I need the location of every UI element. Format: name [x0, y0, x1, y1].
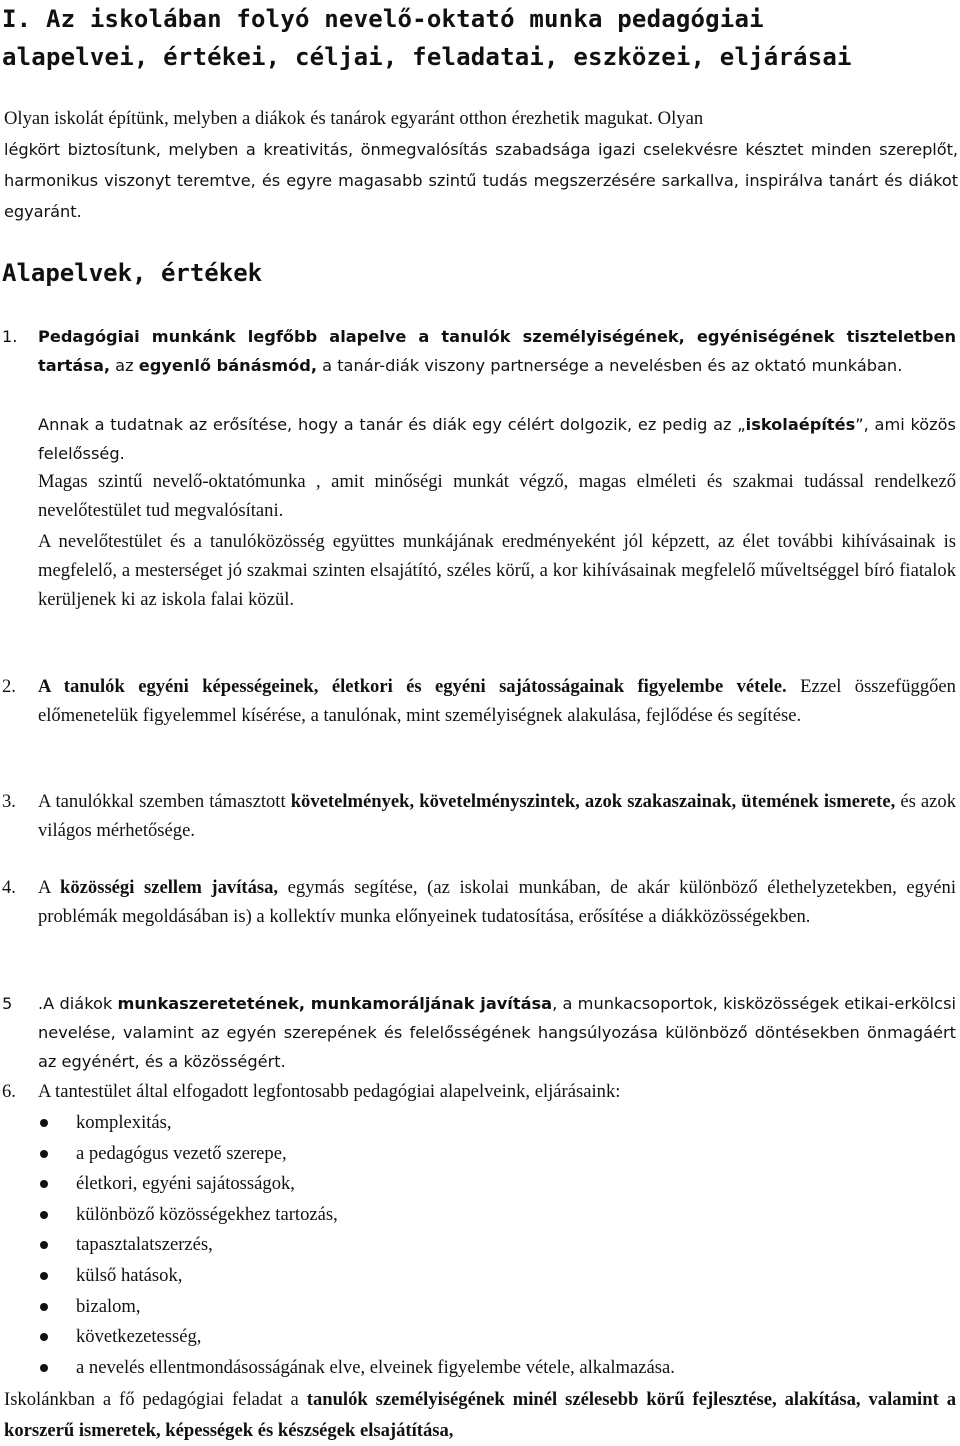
list-item-text: bizalom, — [76, 1295, 141, 1317]
item-5-rest: , a munkacsoportok, kisközösségek etikai-erkölcsi nevelése, valamint az egyén szerepének és felelősségének hangsúlyozása különböző döntésekben önmagáért az egyénért, és a közösségért. — [38, 994, 957, 1071]
item-1-paragraph-4: A nevelőtestület és a tanulóközösség együttes munkájának eredményeként jól képzett, az élet további kihívásainak is megfelelő, a mesterséget jó szakmai szinten elsajátító, széles körű, a kor kihívásainak megfelelő műveltséggel bíró fiatalok kerüljenek ki az iskola falai közül. — [38, 531, 956, 610]
item-1-bold-equal-treatment: egyenlő bánásmód, — [138, 356, 317, 375]
item-2-number: 2. — [2, 676, 16, 697]
bullet-icon — [40, 1364, 48, 1372]
item-5-start: .A diákok — [38, 994, 118, 1013]
item-2-rest: Ezzel összefüggően előmenetelük figyelemmel kísérése, a tanulónak, mint személyiségnek alakulása, fejlődése és segítése. — [38, 676, 956, 726]
item-5-number: 5 — [2, 994, 13, 1013]
list-item-text: külső hatások, — [76, 1264, 183, 1286]
bullet-icon — [40, 1272, 48, 1280]
list-item-text: a nevelés ellentmondásosságának elve, elveinek figyelembe vétele, alkalmazása. — [76, 1356, 675, 1378]
list-item — [38, 1139, 675, 1170]
item-4-number: 4. — [2, 877, 16, 898]
item-1-bold-principle: Pedagógiai munkánk legfőbb alapelve a tanulók személyiségének, egyéniségének tiszteletben tartása, — [38, 327, 956, 375]
list-item-text: a pedagógus vezető szerepe, — [76, 1142, 287, 1164]
list-item-text: tapasztalatszerzés, — [76, 1234, 213, 1256]
item-3-number: 3. — [2, 791, 16, 812]
list-item — [38, 1261, 675, 1292]
list-item — [38, 1108, 675, 1139]
item-1-paragraph-2 — [38, 410, 956, 468]
bullet-icon — [40, 1180, 48, 1188]
item-1-rest: a tanár-diák viszony partnersége a nevelésben és az oktató munkában. — [316, 356, 903, 375]
list-item-text: következetesség, — [76, 1326, 202, 1348]
list-item — [38, 1169, 675, 1200]
bullet-icon — [40, 1119, 48, 1127]
list-item — [38, 1322, 675, 1353]
final-bold: tanulók személyiségének minél szélesebb körű fejlesztése, alakítása, valamint a korszerű ismeretek, képességek és készségek elsajátítása, — [4, 1389, 957, 1441]
section-heading-values: Alapelvek, értékek — [2, 259, 263, 287]
item-4-bold: közösségi szellem javítása, — [60, 877, 279, 898]
item-1-p2-bold: iskolaépítés — [745, 415, 856, 434]
bullet-icon — [40, 1211, 48, 1219]
item-5-bold: munkaszeretetének, munkamoráljának javítása — [117, 994, 553, 1013]
list-item — [38, 1200, 675, 1231]
intro-paragraph: légkört biztosítunk, melyben a kreativitás, önmegvalósítás szabadsága igazi cselekvésre késztet minden szereplőt, harmonikus viszonyt teremtve, és egyre magasabb szintű tudás megszerzésére sarkallva, inspirálva tanárt és diákot egyaránt. — [4, 140, 958, 221]
item-2-bold: A tanulók egyéni képességeinek, életkori és egyéni sajátosságainak figyelembe vétele. — [38, 676, 787, 697]
list-item — [38, 1292, 675, 1323]
item-4-rest: egymás segítése, (az iskolai munkában, de akár különböző élethelyzetekben, egyéni problémák megoldásában is) a kollektív munka előnyeinek tudatosítása, erősítése a diákközösségekben. — [38, 877, 956, 927]
item-1-number: 1. — [2, 327, 18, 346]
item-6-text: A tantestület által elfogadott legfontosabb pedagógiai alapelveink, eljárásaink: — [38, 1081, 621, 1102]
item-1-gap: az — [110, 356, 139, 375]
item-3-rest: és azok világos mérhetősége. — [38, 791, 957, 841]
bullet-icon — [40, 1150, 48, 1158]
list-item-text: különböző közösségekhez tartozás, — [76, 1203, 338, 1225]
item-2-text — [38, 672, 956, 730]
item-1-p2-text: Annak a tudatnak az erősítése, hogy a tanár és diák egy célért dolgozik, ez pedig az „ — [38, 415, 746, 434]
bullet-icon — [40, 1303, 48, 1311]
page-title — [2, 0, 952, 76]
item-1-paragraph-3: Magas szintű nevelő-oktatómunka , amit minőségi munkát végző, magas elméleti és szakmai tudással rendelkező nevelőtestület tud megvalósítani. — [38, 471, 956, 521]
item-3-text — [38, 787, 956, 845]
final-start: Iskolánkban a fő pedagógiai feladat a — [4, 1389, 307, 1410]
title-line-2: alapelvei, értékei, céljai, feladatai, eszközei, eljárásai — [2, 43, 852, 71]
bullet-icon — [40, 1333, 48, 1341]
item-1-text — [38, 322, 956, 380]
item-6-number: 6. — [2, 1081, 16, 1102]
intro-sentence: Olyan iskolát építünk, melyben a diákok és tanárok egyaránt otthon érezhetik magukat. Olyan — [4, 108, 704, 129]
item-4-start: A — [38, 877, 61, 898]
list-item — [38, 1230, 675, 1261]
item-5-text — [38, 989, 956, 1076]
list-item-text: komplexitás, — [76, 1112, 172, 1133]
list-item-text: életkori, egyéni sajátosságok, — [76, 1173, 295, 1195]
title-line-1: I. Az iskolában folyó nevelő-oktató munka pedagógiai — [2, 5, 764, 33]
item-4-text — [38, 873, 956, 931]
list-item — [38, 1353, 675, 1384]
bullet-icon — [40, 1241, 48, 1249]
item-3-bold: követelmények, követelményszintek, azok szakaszainak, ütemének ismerete, — [290, 791, 896, 812]
principles-list — [38, 1108, 675, 1383]
final-paragraph — [4, 1384, 956, 1446]
item-3-start: A tanulókkal szemben támasztott — [38, 791, 291, 812]
item-1-p2-end: ”, ami közös felelősség. — [38, 415, 956, 463]
